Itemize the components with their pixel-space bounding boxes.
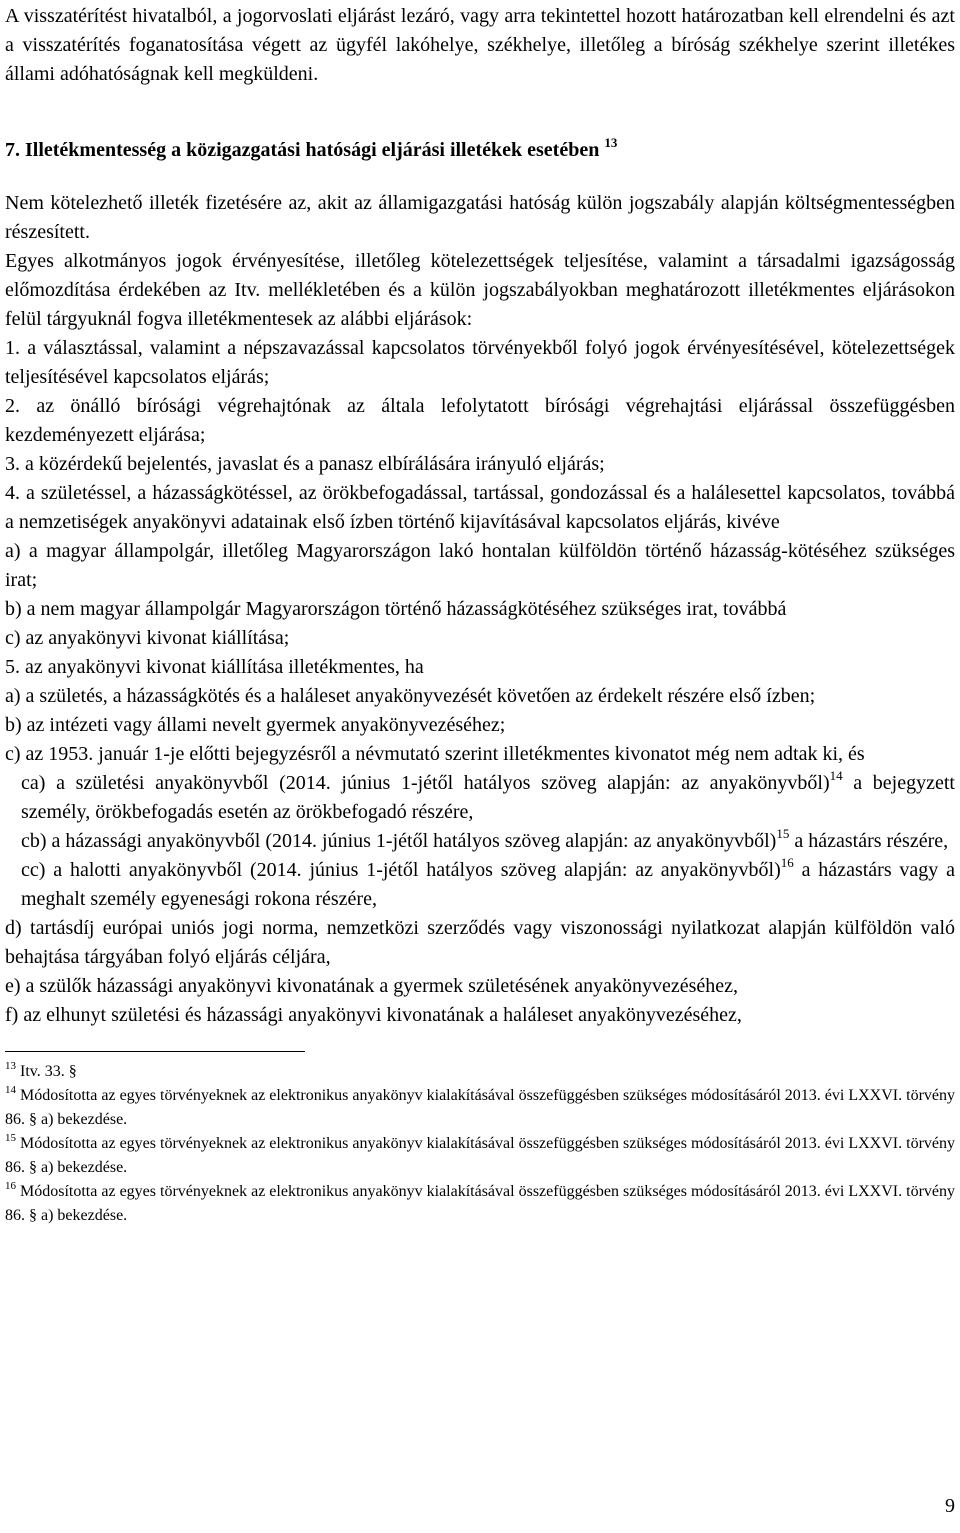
paragraph-exemption-cost: Nem kötelezhető illeték fizetésére az, akit az államigazgatási hatóság külön jogszabály alapján költségmentességben részesített. bbox=[5, 192, 955, 243]
document-page bbox=[5, 0, 955, 1228]
list-item-5b: b) az intézeti vagy állami nevelt gyermek anyakönyvezéséhez; bbox=[5, 714, 506, 736]
footnote-ref-14: 14 bbox=[829, 768, 843, 783]
intro-paragraph: A visszatérítést hivatalból, a jogorvoslati eljárást lezáró, vagy arra tekintettel hozott határozatban kell elrendelni és azt a visszatérítés foganatosítása végett az ügyfél lakóhelye, székhelye, illetőleg a bíróság székhelye szerint illetékes állami adóhatóságnak kell megküldeni. bbox=[5, 5, 955, 85]
footnote-number: 13 bbox=[5, 1060, 16, 1072]
list-item-5cc bbox=[5, 856, 955, 914]
list-item-5f: f) az elhunyt születési és házassági anyakönyvi kivonatának a haláleset anyakönyvezéséhez, bbox=[5, 1004, 742, 1026]
list-item-4: 4. a születéssel, a házasságkötéssel, az örökbefogadással, tartással, gondozással és a halálesettel kapcsolatos, továbbá a nemzetiségek anyakönyvi adatainak első ízben történő kijavításával kapcsolatos eljárás, kivéve bbox=[5, 482, 955, 533]
list-item-5c: c) az 1953. január 1-je előtti bejegyzésről a névmutató szerint illetékmentes kivonatot még nem adtak ki, és bbox=[5, 743, 865, 765]
footnote-ref-13: 13 bbox=[604, 135, 618, 150]
footnote-divider bbox=[5, 1051, 305, 1052]
section-heading-text: 7. Illetékmentesség a közigazgatási hatósági eljárási illetékek esetében bbox=[5, 139, 600, 161]
page-number: 9 bbox=[945, 1495, 955, 1517]
list-item-2: 2. az önálló bírósági végrehajtónak az általa lefolytatott bírósági végrehajtási eljárással összefüggésben kezdeményezett eljárása; bbox=[5, 395, 955, 446]
footnote-13 bbox=[5, 1060, 955, 1084]
subitem-cc-text: cc) a halotti anyakönyvből (2014. június 1-jétől hatályos szöveg alapján: az anyakönyvből) bbox=[21, 859, 781, 881]
footnote-ref-16: 16 bbox=[780, 855, 794, 870]
list-item-3: 3. a közérdekű bejelentés, javaslat és a panasz elbírálására irányuló eljárás; bbox=[5, 453, 605, 475]
footnote-14 bbox=[5, 1084, 955, 1132]
list-item-5e: e) a szülők házassági anyakönyvi kivonatának a gyermek születésének anyakönyvezéséhez, bbox=[5, 975, 739, 997]
footnote-number: 14 bbox=[5, 1084, 16, 1096]
footnote-15 bbox=[5, 1132, 955, 1180]
list-item-5a: a) a születés, a házasságkötés és a haláleset anyakönyvezését követően az érdekelt részére első ízben; bbox=[5, 685, 816, 707]
list-item-4c: c) az anyakönyvi kivonat kiállítása; bbox=[5, 627, 290, 649]
list-item-4a: a) a magyar állampolgár, illetőleg Magyarországon lakó hontalan külföldön történő házasság-kötéséhez szükséges irat; bbox=[5, 540, 955, 591]
list-item-1: 1. a választással, valamint a népszavazással kapcsolatos törvényekből folyó jogok érvényesítésével, kötelezettségek teljesítésével kapcsolatos eljárás; bbox=[5, 337, 955, 388]
list-item-5d: d) tartásdíj európai uniós jogi norma, nemzetközi szerződés vagy viszonossági nyilatkozat alapján külföldön való behajtása tárgyában folyó eljárás céljára, bbox=[5, 917, 955, 968]
subitem-ca-text: ca) a születési anyakönyvből (2014. június 1-jétől hatályos szöveg alapján: az anyakönyvből) bbox=[21, 772, 830, 794]
section-heading bbox=[5, 136, 955, 165]
list-item-5cb bbox=[5, 827, 955, 856]
list-item-5ca bbox=[5, 769, 955, 827]
footnote-number: 15 bbox=[5, 1132, 16, 1144]
footnote-text: Módosította az egyes törvényeknek az elektronikus anyakönyv kialakításával összefüggésben szükséges módosításáról 2013. évi LXXVI. törvény 86. § a) bekezdése. bbox=[5, 1183, 955, 1224]
subitem-ca-rest: a bejegyzett személy, örökbefogadás esetén az örökbefogadó részére, bbox=[21, 772, 955, 823]
footnote-text: Módosította az egyes törvényeknek az elektronikus anyakönyv kialakításával összefüggésben szükséges módosításáról 2013. évi LXXVI. törvény 86. § a) bekezdése. bbox=[5, 1135, 955, 1176]
list-item-5: 5. az anyakönyvi kivonat kiállítása illetékmentes, ha bbox=[5, 656, 424, 678]
list-item-4b: b) a nem magyar állampolgár Magyarországon történő házasságkötéséhez szükséges irat, továbbá bbox=[5, 598, 787, 620]
subitem-cc-rest: a házastárs vagy a meghalt személy egyenesági rokona részére, bbox=[21, 859, 956, 910]
footnote-16 bbox=[5, 1180, 955, 1228]
subitem-cb-rest: a házastárs részére, bbox=[789, 830, 949, 852]
footnote-text: Itv. 33. § bbox=[16, 1063, 77, 1080]
paragraph-exemption-list-intro: Egyes alkotmányos jogok érvényesítése, illetőleg kötelezettségek teljesítése, valamint a társadalmi igazságosság előmozdítása érdekében az Itv. mellékletében és a külön jogszabályokban meghatározott illetékmentes eljárásokon felül tárgyuknál fogva illetékmentesek az alábbi eljárások: bbox=[5, 250, 955, 330]
footnote-number: 16 bbox=[5, 1180, 16, 1192]
footnote-text: Módosította az egyes törvényeknek az elektronikus anyakönyv kialakításával összefüggésben szükséges módosításáról 2013. évi LXXVI. törvény 86. § a) bekezdése. bbox=[5, 1087, 955, 1128]
subitem-cb-text: cb) a házassági anyakönyvből (2014. június 1-jétől hatályos szöveg alapján: az anyakönyvből) bbox=[21, 830, 777, 852]
footnote-ref-15: 15 bbox=[776, 826, 790, 841]
